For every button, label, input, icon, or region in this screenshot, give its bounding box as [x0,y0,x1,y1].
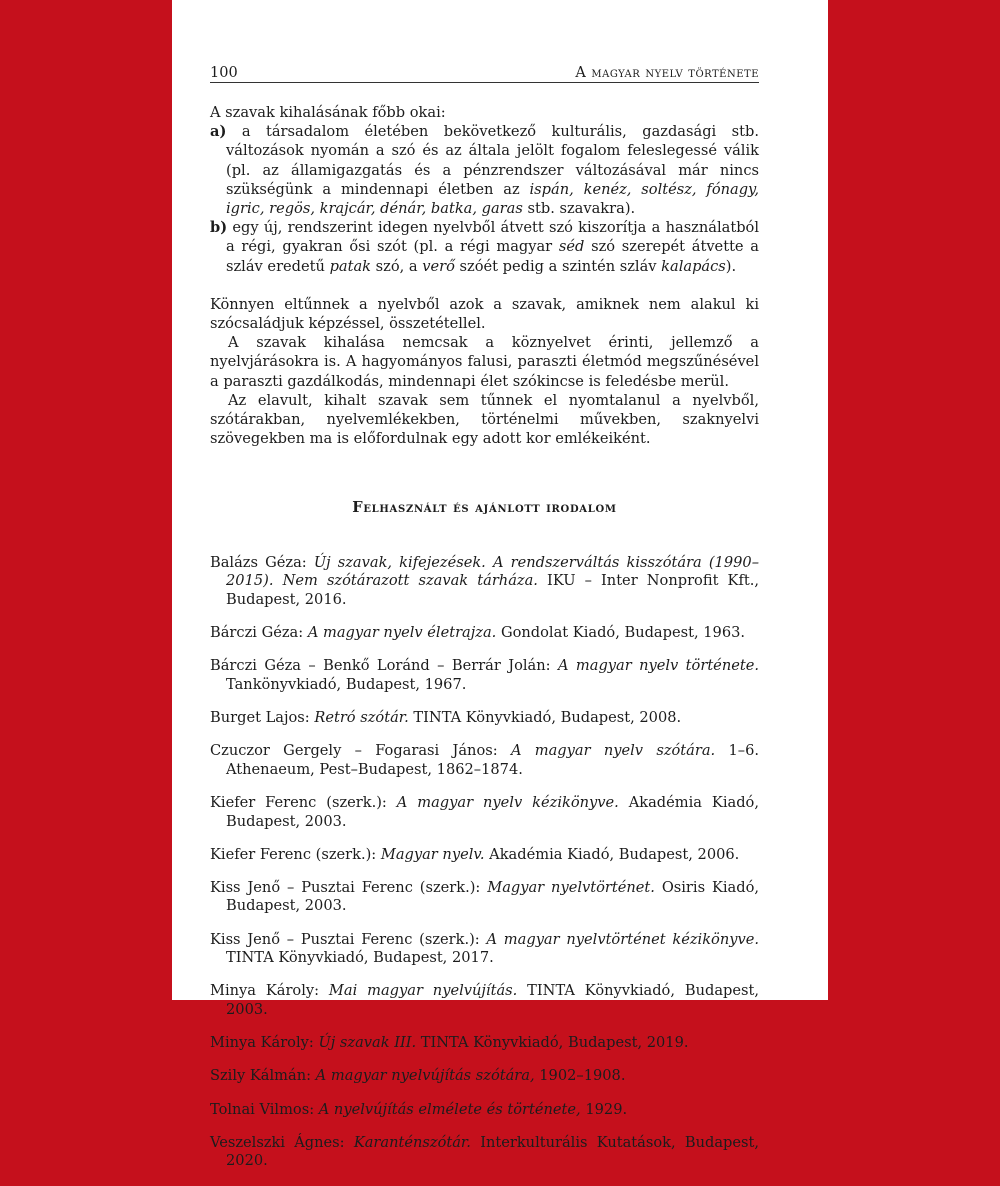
reference-item [210,657,759,694]
reference-item [210,931,759,968]
reference-item [210,709,759,728]
reference-publisher: TINTA Könyvkiadó, Budapest, 2003. [226,982,759,1019]
reference-author: Tolnai Vilmos: [210,1100,319,1118]
reference-author: Kiss Jenő – Pusztai Ferenc (szerk.): [210,878,488,896]
main-text [210,103,759,448]
reference-title: A nyelvújítás elmélete és története, [318,1100,581,1118]
reference-title: A magyar nyelv szótára. [510,742,716,760]
reference-author: Balázs Géza: [210,553,314,571]
reference-publisher: 1902–1908. [534,1067,626,1085]
reference-item [210,554,759,610]
reference-author: Kiefer Ferenc (szerk.): [210,793,397,811]
reference-item [210,1034,759,1053]
reference-item [210,1101,759,1120]
list-marker: a) [210,123,227,141]
book-page [172,0,828,1170]
reference-title: Retró szótár. [314,708,409,726]
running-title: A magyar nyelv története [575,65,759,81]
reference-publisher: 1929. [580,1100,628,1118]
reference-list [210,539,759,1186]
reference-author: Minya Károly: [210,1034,319,1052]
reference-publisher: Interkulturális Kutatások, Budapest, 2020. [226,1133,760,1170]
reference-author: Czuczor Gergely – Fogarasi János: [210,742,511,760]
reference-publisher: TINTA Könyvkiadó, Budapest, 2008. [408,708,682,726]
reference-publisher: IKU – Inter Nonprofit Kft., Budapest, 2016. [226,572,759,608]
reference-author: Minya Károly: [210,982,329,1000]
reference-publisher: Gondolat Kiadó, Budapest, 1963. [496,623,746,641]
reference-publisher: Tankönyvkiadó, Budapest, 1967. [226,675,467,693]
reference-publisher: 1–6. Athenaeum, Pest–Budapest, 1862–1874. [226,742,760,778]
reference-item [210,982,759,1019]
reference-title: Karanténszótár. [353,1133,471,1151]
reference-author: Bárczi Géza: [210,623,308,641]
reference-publisher: Akadémia Kiadó, Budapest, 2006. [484,845,740,863]
reference-item [210,846,759,865]
reference-publisher: Akadémia Kiadó, Budapest, 2003. [226,793,759,830]
reference-title: Új szavak III. [318,1034,417,1052]
reference-author: Burget Lajos: [210,708,315,726]
reference-publisher: Osiris Kiadó, Budapest, 2003. [226,878,760,915]
reference-title: Mai magyar nyelvújítás. [328,982,518,1000]
reference-title: A magyar nyelvtörténet kézikönyve. [486,930,759,948]
paragraph: A szavak kihalása nemcsak a köznyelvet érinti, jellemző a nyelvjárásokra is. A hagyományos falusi, paraszti életmód megszűnésével a paraszti gazdálkodás, mindennapi élet szókincse is feledésbe merül. [210,334,759,390]
reference-author: Veszelszki Ágnes: [210,1133,354,1151]
reference-item [210,794,759,831]
reference-publisher: TINTA Könyvkiadó, Budapest, 2017. [226,949,494,967]
reference-title: A magyar nyelv életrajza. [307,623,497,641]
paragraph: Az elavult, kihalt szavak sem tűnnek el nyomtalanul a nyelvből, szótárakban, nyelvemlékekben, történelmi művekben, szaknyelvi szövegekben ma is előfordulnak egy adott kor emlékeiként. [210,391,759,448]
reference-author: Szily Kálmán: [210,1067,316,1085]
reference-author: Kiefer Ferenc (szerk.): [210,845,381,863]
reference-author: Bárczi Géza – Benkő Loránd – Berrár Jolán: [210,657,558,675]
list-marker: b) [210,219,228,237]
reference-title: Magyar nyelvtörténet. [487,878,655,896]
reference-title: Magyar nyelv. [380,845,485,863]
paragraph: Könnyen eltűnnek a nyelvből azok a szavak, amiknek nem alakul ki szócsaládjuk képzéssel, összetétellel. [210,295,759,333]
reference-title: A magyar nyelv kézikönyve. [396,793,619,811]
reference-item [210,1134,759,1171]
list-item-b: b) egy új, rendszerint idegen nyelvből átvett szó kiszorítja a használatból a régi, gyakran ősi szót (pl. a régi magyar séd szó szerepét átvette a szláv eredetű patak szó, a verő szóét pedig a szintén szláv kalapács). [210,219,759,275]
reference-title: Új szavak, kifejezések. A rendszerváltás kisszótára (1990–2015). Nem szótárazott szavak tárháza. [226,553,759,590]
reference-publisher: TINTA Könyvkiadó, Budapest, 2019. [416,1034,689,1052]
reference-author: Kiss Jenő – Pusztai Ferenc (szerk.): [210,930,487,948]
reference-title: A magyar nyelv története. [557,657,759,675]
section-heading: Felhasznált és ajánlott irodalom [352,499,617,516]
reference-title: A magyar nyelvújítás szótára, [315,1067,535,1085]
list-item-a: a) a társadalom életében bekövetkező kulturális, gazdasági stb. változások nyomán a szó és az általa jelölt fogalom feleslegessé válik (pl. az államigazgatás és a pénzrendszer változásával már nincs szükségünk a mindennapi életben az ispán, kenéz, soltész, fónagy, igric, regös, krajcár, dénár, batka, garas stb. szavakra). [210,123,759,218]
reference-item [210,742,759,779]
reference-item [210,1067,759,1086]
reference-item [210,879,759,916]
page-number: 100 [210,65,238,81]
running-header [210,62,759,83]
list-intro: A szavak kihalásának főbb okai: [210,104,446,121]
reference-item [210,624,759,643]
